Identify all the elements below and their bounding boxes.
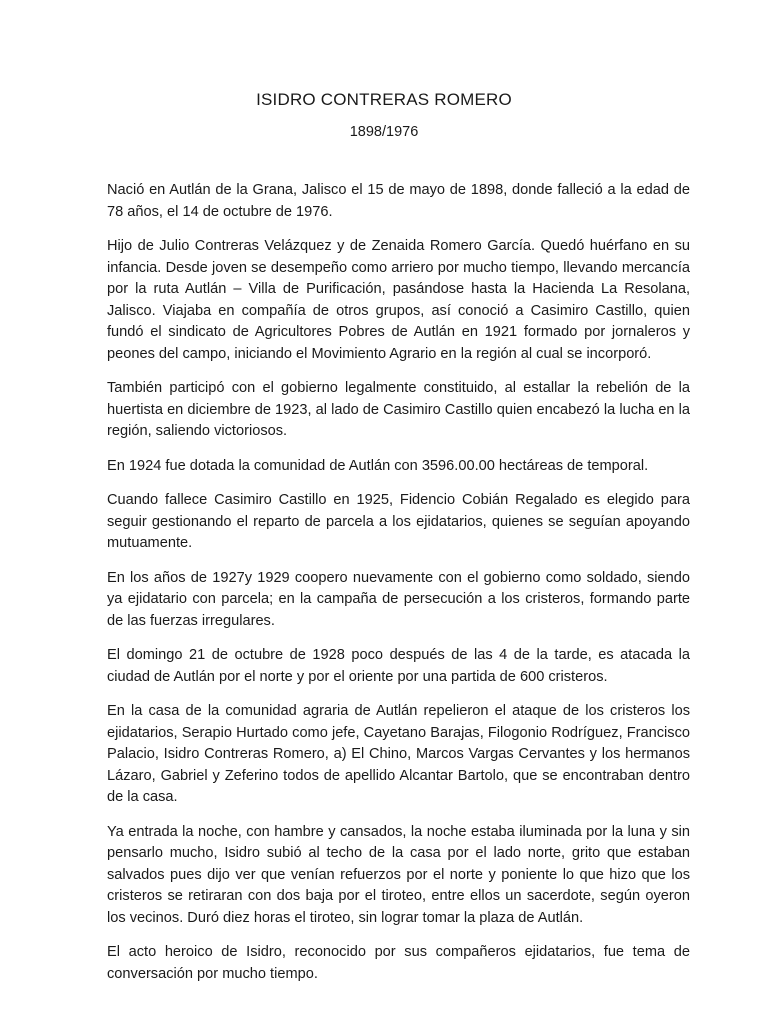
paragraph-birth: Nació en Autlán de la Grana, Jalisco el 15 de mayo de 1898, donde falleció a la edad de 78 años, el 14 de octubre de 1976. — [107, 182, 690, 220]
paragraph-early-life: Hijo de Julio Contreras Velázquez y de Zenaida Romero García. Quedó huérfano en su infancia. Desde joven se desempeño como arriero por mucho tiempo, llevando mercancía por la ruta Autlán – Villa de Purificación, pasándose hasta la Hacienda La Resolana, Jalisco. Viajaba en compañía de otros grupos, así conoció a Casimiro Castillo, quien fundó el sindicato de Agricultores Pobres de Autlán en 1921 formado por jornaleros y peones del campo, iniciando el Movimiento Agrario en la región al cual se incorporó. — [107, 238, 690, 362]
paragraph-night: Ya entrada la noche, con hambre y cansados, la noche estaba iluminada por la luna y sin pensarlo mucho, Isidro subió al techo de la casa por el lado norte, grito que estaban salvados pues dijo ver que venían refuerzos por el norte y poniente lo que hizo que los cristeros se retiraran con dos baja por el tiroteo, entre ellos un sacerdote, según oyeron los vecinos. Duró diez horas el tiroteo, sin lograr tomar la plaza de Autlán. — [107, 823, 690, 926]
paragraph-attack: El domingo 21 de octubre de 1928 poco después de las 4 de la tarde, es atacada la ciudad de Autlán por el norte y por el oriente por una partida de 600 cristeros. — [107, 647, 690, 685]
page-title: ISIDRO CONTRERAS ROMERO — [256, 90, 512, 109]
paragraph-land-grant: En 1924 fue dotada la comunidad de Autlán con 3596.00.00 hectáreas de temporal. — [107, 457, 649, 474]
paragraph-legacy: El acto heroico de Isidro, reconocido por sus compañeros ejidatarios, fue tema de conversación por mucho tiempo. — [107, 944, 690, 982]
document-body — [107, 180, 690, 998]
life-dates: 1898/1976 — [349, 124, 419, 140]
paragraph-rebellion: También participó con el gobierno legalmente constituido, al estallar la rebelión de la huertista en diciembre de 1923, al lado de Casimiro Castillo quien encabezó la lucha en la región, saliendo victoriosos. — [107, 380, 690, 439]
paragraph-defenders: En la casa de la comunidad agraria de Autlán repelieron el ataque de los cristeros los ejidatarios, Serapio Hurtado como jefe, Cayetano Barajas, Filogonio Rodríguez, Francisco Palacio, Isidro Contreras Romero, a) El Chino, Marcos Vargas Cervantes y los hermanos Lázaro, Gabriel y Zeferino todos de apellido Alcantar Bartolo, que se encontraban dentro de la casa. — [107, 703, 690, 805]
paragraph-succession: Cuando fallece Casimiro Castillo en 1925, Fidencio Cobián Regalado es elegido para seguir gestionando el reparto de parcela a los ejidatarios, quienes se seguían apoyando mutuamente. — [107, 492, 690, 551]
paragraph-soldier: En los años de 1927y 1929 coopero nuevamente con el gobierno como soldado, siendo ya ejidatario con parcela; en la campaña de persecución a los cristeros, formando parte de las fuerzas irregulares. — [107, 569, 690, 629]
